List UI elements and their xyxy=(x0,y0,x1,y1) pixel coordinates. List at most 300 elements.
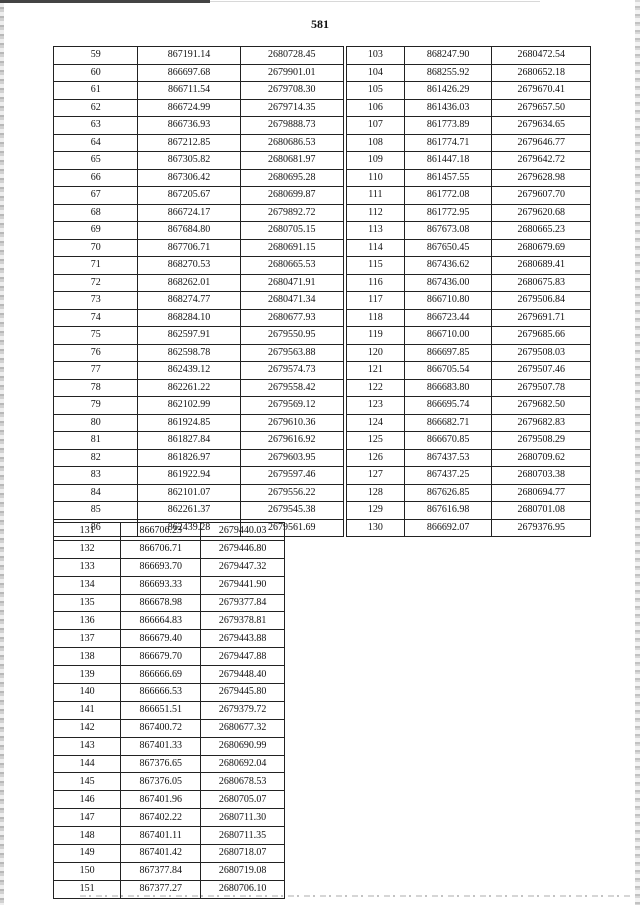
x-coordinate-cell: 861924.85 xyxy=(138,414,240,432)
x-coordinate-cell: 861773.89 xyxy=(404,117,492,135)
y-coordinate-cell: 2679447.32 xyxy=(201,558,285,576)
y-coordinate-cell: 2679646.77 xyxy=(492,134,591,152)
y-coordinate-cell: 2679376.95 xyxy=(492,519,591,537)
x-coordinate-cell: 866723.44 xyxy=(404,309,492,327)
x-coordinate-cell: 866679.70 xyxy=(121,648,201,666)
point-number-cell: 68 xyxy=(54,204,138,222)
y-coordinate-cell: 2680718.07 xyxy=(201,845,285,863)
table-row xyxy=(347,99,591,117)
y-coordinate-cell: 2679448.40 xyxy=(201,666,285,684)
point-number-cell: 65 xyxy=(54,152,138,170)
table-row xyxy=(54,449,344,467)
y-coordinate-cell: 2680471.34 xyxy=(240,292,343,310)
table-row xyxy=(54,719,285,737)
point-number-cell: 150 xyxy=(54,862,121,880)
x-coordinate-cell: 862439.28 xyxy=(138,519,240,537)
point-number-cell: 106 xyxy=(347,99,405,117)
y-coordinate-cell: 2679550.95 xyxy=(240,327,343,345)
point-number-cell: 69 xyxy=(54,222,138,240)
y-coordinate-cell: 2679445.80 xyxy=(201,684,285,702)
x-coordinate-cell: 862101.07 xyxy=(138,484,240,502)
x-coordinate-cell: 868270.53 xyxy=(138,257,240,275)
point-number-cell: 107 xyxy=(347,117,405,135)
y-coordinate-cell: 2679657.50 xyxy=(492,99,591,117)
y-coordinate-cell: 2679616.92 xyxy=(240,432,343,450)
point-number-cell: 146 xyxy=(54,791,121,809)
table-row xyxy=(54,737,285,755)
x-coordinate-cell: 867306.42 xyxy=(138,169,240,187)
x-coordinate-cell: 861826.97 xyxy=(138,449,240,467)
point-number-cell: 64 xyxy=(54,134,138,152)
table-row xyxy=(347,222,591,240)
y-coordinate-cell: 2679888.73 xyxy=(240,117,343,135)
table-row xyxy=(347,187,591,205)
table-row xyxy=(54,292,344,310)
x-coordinate-cell: 866710.00 xyxy=(404,327,492,345)
point-number-cell: 103 xyxy=(347,47,405,65)
coordinates-table-right xyxy=(346,46,591,537)
point-number-cell: 148 xyxy=(54,827,121,845)
table-row xyxy=(54,467,344,485)
x-coordinate-cell: 866679.40 xyxy=(121,630,201,648)
point-number-cell: 143 xyxy=(54,737,121,755)
y-coordinate-cell: 2679446.80 xyxy=(201,540,285,558)
table-row xyxy=(347,239,591,257)
point-number-cell: 81 xyxy=(54,432,138,450)
table-row xyxy=(54,594,285,612)
x-coordinate-cell: 861772.08 xyxy=(404,187,492,205)
table-row xyxy=(54,701,285,719)
table-row xyxy=(347,432,591,450)
table-row xyxy=(54,327,344,345)
x-coordinate-cell: 866724.17 xyxy=(138,204,240,222)
x-coordinate-cell: 861772.95 xyxy=(404,204,492,222)
y-coordinate-cell: 2680695.28 xyxy=(240,169,343,187)
y-coordinate-cell: 2680691.15 xyxy=(240,239,343,257)
point-number-cell: 77 xyxy=(54,362,138,380)
x-coordinate-cell: 866666.69 xyxy=(121,666,201,684)
point-number-cell: 84 xyxy=(54,484,138,502)
y-coordinate-cell: 2680709.62 xyxy=(492,449,591,467)
table-row xyxy=(347,257,591,275)
table-row xyxy=(54,432,344,450)
y-coordinate-cell: 2679691.71 xyxy=(492,309,591,327)
x-coordinate-cell: 866670.85 xyxy=(404,432,492,450)
y-coordinate-cell: 2679563.88 xyxy=(240,344,343,362)
table-row xyxy=(54,558,285,576)
table-row xyxy=(54,397,344,415)
x-coordinate-cell: 861426.29 xyxy=(404,82,492,100)
scan-top-faint-mark xyxy=(210,1,540,2)
point-number-cell: 120 xyxy=(347,344,405,362)
point-number-cell: 125 xyxy=(347,432,405,450)
point-number-cell: 138 xyxy=(54,648,121,666)
point-number-cell: 73 xyxy=(54,292,138,310)
x-coordinate-cell: 867401.11 xyxy=(121,827,201,845)
y-coordinate-cell: 2680701.08 xyxy=(492,502,591,520)
table-row xyxy=(347,309,591,327)
table-row xyxy=(54,344,344,362)
y-coordinate-cell: 2680677.32 xyxy=(201,719,285,737)
table-row xyxy=(54,684,285,702)
x-coordinate-cell: 867401.33 xyxy=(121,737,201,755)
y-coordinate-cell: 2679508.03 xyxy=(492,344,591,362)
table-row xyxy=(54,239,344,257)
point-number-cell: 114 xyxy=(347,239,405,257)
point-number-cell: 63 xyxy=(54,117,138,135)
point-number-cell: 72 xyxy=(54,274,138,292)
y-coordinate-cell: 2679682.83 xyxy=(492,414,591,432)
point-number-cell: 123 xyxy=(347,397,405,415)
scan-top-mark xyxy=(0,0,210,3)
point-number-cell: 142 xyxy=(54,719,121,737)
x-coordinate-cell: 867673.08 xyxy=(404,222,492,240)
table-row xyxy=(347,64,591,82)
point-number-cell: 79 xyxy=(54,397,138,415)
y-coordinate-cell: 2679556.22 xyxy=(240,484,343,502)
table-row xyxy=(54,152,344,170)
table-row xyxy=(347,47,591,65)
point-number-cell: 66 xyxy=(54,169,138,187)
x-coordinate-cell: 862102.99 xyxy=(138,397,240,415)
x-coordinate-cell: 867706.71 xyxy=(138,239,240,257)
y-coordinate-cell: 2680681.97 xyxy=(240,152,343,170)
table-row xyxy=(54,576,285,594)
table-row xyxy=(54,117,344,135)
x-coordinate-cell: 866697.85 xyxy=(404,344,492,362)
point-number-cell: 78 xyxy=(54,379,138,397)
table-row xyxy=(54,880,285,898)
table-row xyxy=(54,773,285,791)
y-coordinate-cell: 2679558.42 xyxy=(240,379,343,397)
point-number-cell: 112 xyxy=(347,204,405,222)
table-row xyxy=(54,502,344,520)
table-row xyxy=(54,82,344,100)
table-row xyxy=(54,309,344,327)
y-coordinate-cell: 2679506.84 xyxy=(492,292,591,310)
y-coordinate-cell: 2679682.50 xyxy=(492,397,591,415)
table-row xyxy=(54,222,344,240)
table-row xyxy=(347,449,591,467)
x-coordinate-cell: 866693.33 xyxy=(121,576,201,594)
point-number-cell: 80 xyxy=(54,414,138,432)
table-row xyxy=(54,362,344,380)
y-coordinate-cell: 2679377.84 xyxy=(201,594,285,612)
table-row xyxy=(347,397,591,415)
x-coordinate-cell: 861436.03 xyxy=(404,99,492,117)
point-number-cell: 83 xyxy=(54,467,138,485)
y-coordinate-cell: 2680471.91 xyxy=(240,274,343,292)
y-coordinate-cell: 2680692.04 xyxy=(201,755,285,773)
x-coordinate-cell: 866711.54 xyxy=(138,82,240,100)
table-row xyxy=(347,502,591,520)
table-row xyxy=(54,484,344,502)
y-coordinate-cell: 2679603.95 xyxy=(240,449,343,467)
table-row xyxy=(54,169,344,187)
x-coordinate-cell: 867402.22 xyxy=(121,809,201,827)
coordinates-table-left xyxy=(53,46,344,537)
x-coordinate-cell: 862261.22 xyxy=(138,379,240,397)
y-coordinate-cell: 2679610.36 xyxy=(240,414,343,432)
table-row xyxy=(54,540,285,558)
x-coordinate-cell: 866666.53 xyxy=(121,684,201,702)
point-number-cell: 147 xyxy=(54,809,121,827)
point-number-cell: 116 xyxy=(347,274,405,292)
y-coordinate-cell: 2679574.73 xyxy=(240,362,343,380)
point-number-cell: 85 xyxy=(54,502,138,520)
point-number-cell: 59 xyxy=(54,47,138,65)
point-number-cell: 86 xyxy=(54,519,138,537)
x-coordinate-cell: 866710.80 xyxy=(404,292,492,310)
table-row xyxy=(347,379,591,397)
x-coordinate-cell: 867376.05 xyxy=(121,773,201,791)
y-coordinate-cell: 2679507.46 xyxy=(492,362,591,380)
y-coordinate-cell: 2679607.70 xyxy=(492,187,591,205)
table-row xyxy=(347,484,591,502)
x-coordinate-cell: 862597.91 xyxy=(138,327,240,345)
table-row xyxy=(54,612,285,630)
scan-edge-left xyxy=(0,0,4,905)
y-coordinate-cell: 2679892.72 xyxy=(240,204,343,222)
point-number-cell: 124 xyxy=(347,414,405,432)
y-coordinate-cell: 2680665.23 xyxy=(492,222,591,240)
table-row xyxy=(54,257,344,275)
table-row xyxy=(54,64,344,82)
y-coordinate-cell: 2680675.83 xyxy=(492,274,591,292)
x-coordinate-cell: 866664.83 xyxy=(121,612,201,630)
point-number-cell: 60 xyxy=(54,64,138,82)
point-number-cell: 104 xyxy=(347,64,405,82)
table-row xyxy=(54,862,285,880)
x-coordinate-cell: 866678.98 xyxy=(121,594,201,612)
x-coordinate-cell: 866705.54 xyxy=(404,362,492,380)
point-number-cell: 141 xyxy=(54,701,121,719)
x-coordinate-cell: 867401.42 xyxy=(121,845,201,863)
y-coordinate-cell: 2679597.46 xyxy=(240,467,343,485)
point-number-cell: 132 xyxy=(54,540,121,558)
point-number-cell: 76 xyxy=(54,344,138,362)
table-row xyxy=(54,187,344,205)
y-coordinate-cell: 2680711.35 xyxy=(201,827,285,845)
y-coordinate-cell: 2679901.01 xyxy=(240,64,343,82)
x-coordinate-cell: 867400.72 xyxy=(121,719,201,737)
x-coordinate-cell: 867684.80 xyxy=(138,222,240,240)
coordinates-table-bottom xyxy=(53,522,285,899)
point-number-cell: 74 xyxy=(54,309,138,327)
x-coordinate-cell: 867376.65 xyxy=(121,755,201,773)
point-number-cell: 111 xyxy=(347,187,405,205)
x-coordinate-cell: 866706.23 xyxy=(121,523,201,541)
table-row xyxy=(347,414,591,432)
x-coordinate-cell: 866697.68 xyxy=(138,64,240,82)
y-coordinate-cell: 2680652.18 xyxy=(492,64,591,82)
point-number-cell: 145 xyxy=(54,773,121,791)
point-number-cell: 130 xyxy=(347,519,405,537)
point-number-cell: 67 xyxy=(54,187,138,205)
point-number-cell: 151 xyxy=(54,880,121,898)
point-number-cell: 134 xyxy=(54,576,121,594)
x-coordinate-cell: 868284.10 xyxy=(138,309,240,327)
x-coordinate-cell: 866692.07 xyxy=(404,519,492,537)
point-number-cell: 136 xyxy=(54,612,121,630)
y-coordinate-cell: 2679447.88 xyxy=(201,648,285,666)
table-row xyxy=(54,648,285,666)
x-coordinate-cell: 861774.71 xyxy=(404,134,492,152)
y-coordinate-cell: 2680699.87 xyxy=(240,187,343,205)
point-number-cell: 119 xyxy=(347,327,405,345)
y-coordinate-cell: 2679685.66 xyxy=(492,327,591,345)
y-coordinate-cell: 2679507.78 xyxy=(492,379,591,397)
point-number-cell: 133 xyxy=(54,558,121,576)
x-coordinate-cell: 866724.99 xyxy=(138,99,240,117)
scan-edge-right xyxy=(635,0,640,905)
x-coordinate-cell: 867377.84 xyxy=(121,862,201,880)
y-coordinate-cell: 2679569.12 xyxy=(240,397,343,415)
x-coordinate-cell: 867626.85 xyxy=(404,484,492,502)
y-coordinate-cell: 2679634.65 xyxy=(492,117,591,135)
x-coordinate-cell: 866683.80 xyxy=(404,379,492,397)
point-number-cell: 113 xyxy=(347,222,405,240)
point-number-cell: 139 xyxy=(54,666,121,684)
y-coordinate-cell: 2680728.45 xyxy=(240,47,343,65)
y-coordinate-cell: 2680686.53 xyxy=(240,134,343,152)
page-number: 581 xyxy=(311,17,329,31)
table-row xyxy=(347,169,591,187)
table-row xyxy=(54,630,285,648)
y-coordinate-cell: 2679628.98 xyxy=(492,169,591,187)
table-row xyxy=(347,82,591,100)
point-number-cell: 131 xyxy=(54,523,121,541)
x-coordinate-cell: 867616.98 xyxy=(404,502,492,520)
x-coordinate-cell: 866695.74 xyxy=(404,397,492,415)
y-coordinate-cell: 2680665.53 xyxy=(240,257,343,275)
point-number-cell: 62 xyxy=(54,99,138,117)
y-coordinate-cell: 2680703.38 xyxy=(492,467,591,485)
table-row xyxy=(347,519,591,537)
x-coordinate-cell: 867436.62 xyxy=(404,257,492,275)
y-coordinate-cell: 2680677.93 xyxy=(240,309,343,327)
y-coordinate-cell: 2679714.35 xyxy=(240,99,343,117)
table-row xyxy=(54,791,285,809)
table-row xyxy=(54,755,285,773)
table-row xyxy=(347,117,591,135)
x-coordinate-cell: 861922.94 xyxy=(138,467,240,485)
y-coordinate-cell: 2680679.69 xyxy=(492,239,591,257)
table-row xyxy=(54,666,285,684)
table-row xyxy=(54,379,344,397)
x-coordinate-cell: 868255.92 xyxy=(404,64,492,82)
y-coordinate-cell: 2680690.99 xyxy=(201,737,285,755)
y-coordinate-cell: 2679440.03 xyxy=(201,523,285,541)
y-coordinate-cell: 2680694.77 xyxy=(492,484,591,502)
x-coordinate-cell: 868247.90 xyxy=(404,47,492,65)
x-coordinate-cell: 867437.25 xyxy=(404,467,492,485)
x-coordinate-cell: 868274.77 xyxy=(138,292,240,310)
y-coordinate-cell: 2680706.10 xyxy=(201,880,285,898)
point-number-cell: 128 xyxy=(347,484,405,502)
y-coordinate-cell: 2679620.68 xyxy=(492,204,591,222)
point-number-cell: 137 xyxy=(54,630,121,648)
table-row xyxy=(54,47,344,65)
x-coordinate-cell: 867650.45 xyxy=(404,239,492,257)
point-number-cell: 105 xyxy=(347,82,405,100)
table-row xyxy=(347,344,591,362)
point-number-cell: 118 xyxy=(347,309,405,327)
y-coordinate-cell: 2680705.15 xyxy=(240,222,343,240)
x-coordinate-cell: 866706.71 xyxy=(121,540,201,558)
table-row xyxy=(54,845,285,863)
point-number-cell: 108 xyxy=(347,134,405,152)
x-coordinate-cell: 867212.85 xyxy=(138,134,240,152)
point-number-cell: 122 xyxy=(347,379,405,397)
x-coordinate-cell: 867401.96 xyxy=(121,791,201,809)
point-number-cell: 127 xyxy=(347,467,405,485)
x-coordinate-cell: 862439.12 xyxy=(138,362,240,380)
x-coordinate-cell: 866693.70 xyxy=(121,558,201,576)
point-number-cell: 115 xyxy=(347,257,405,275)
table-row xyxy=(347,274,591,292)
x-coordinate-cell: 867205.67 xyxy=(138,187,240,205)
x-coordinate-cell: 861827.84 xyxy=(138,432,240,450)
table-row xyxy=(347,327,591,345)
table-row xyxy=(347,292,591,310)
x-coordinate-cell: 868262.01 xyxy=(138,274,240,292)
point-number-cell: 109 xyxy=(347,152,405,170)
table-row xyxy=(347,467,591,485)
y-coordinate-cell: 2680711.30 xyxy=(201,809,285,827)
y-coordinate-cell: 2680678.53 xyxy=(201,773,285,791)
point-number-cell: 71 xyxy=(54,257,138,275)
point-number-cell: 70 xyxy=(54,239,138,257)
y-coordinate-cell: 2679708.30 xyxy=(240,82,343,100)
x-coordinate-cell: 866651.51 xyxy=(121,701,201,719)
point-number-cell: 75 xyxy=(54,327,138,345)
table-row xyxy=(54,827,285,845)
y-coordinate-cell: 2679378.81 xyxy=(201,612,285,630)
x-coordinate-cell: 866682.71 xyxy=(404,414,492,432)
table-row xyxy=(54,414,344,432)
table-row xyxy=(347,362,591,380)
table-row xyxy=(54,99,344,117)
table-row xyxy=(347,152,591,170)
x-coordinate-cell: 866736.93 xyxy=(138,117,240,135)
y-coordinate-cell: 2679379.72 xyxy=(201,701,285,719)
x-coordinate-cell: 867305.82 xyxy=(138,152,240,170)
point-number-cell: 144 xyxy=(54,755,121,773)
point-number-cell: 121 xyxy=(347,362,405,380)
x-coordinate-cell: 867437.53 xyxy=(404,449,492,467)
point-number-cell: 149 xyxy=(54,845,121,863)
table-row xyxy=(54,204,344,222)
y-coordinate-cell: 2680472.54 xyxy=(492,47,591,65)
table-row xyxy=(347,204,591,222)
y-coordinate-cell: 2680719.08 xyxy=(201,862,285,880)
y-coordinate-cell: 2679443.88 xyxy=(201,630,285,648)
point-number-cell: 129 xyxy=(347,502,405,520)
x-coordinate-cell: 867377.27 xyxy=(121,880,201,898)
x-coordinate-cell: 867436.00 xyxy=(404,274,492,292)
x-coordinate-cell: 867191.14 xyxy=(138,47,240,65)
table-row xyxy=(54,809,285,827)
point-number-cell: 82 xyxy=(54,449,138,467)
x-coordinate-cell: 861447.18 xyxy=(404,152,492,170)
x-coordinate-cell: 862261.37 xyxy=(138,502,240,520)
x-coordinate-cell: 861457.55 xyxy=(404,169,492,187)
table-row xyxy=(54,134,344,152)
y-coordinate-cell: 2679642.72 xyxy=(492,152,591,170)
point-number-cell: 135 xyxy=(54,594,121,612)
y-coordinate-cell: 2679441.90 xyxy=(201,576,285,594)
